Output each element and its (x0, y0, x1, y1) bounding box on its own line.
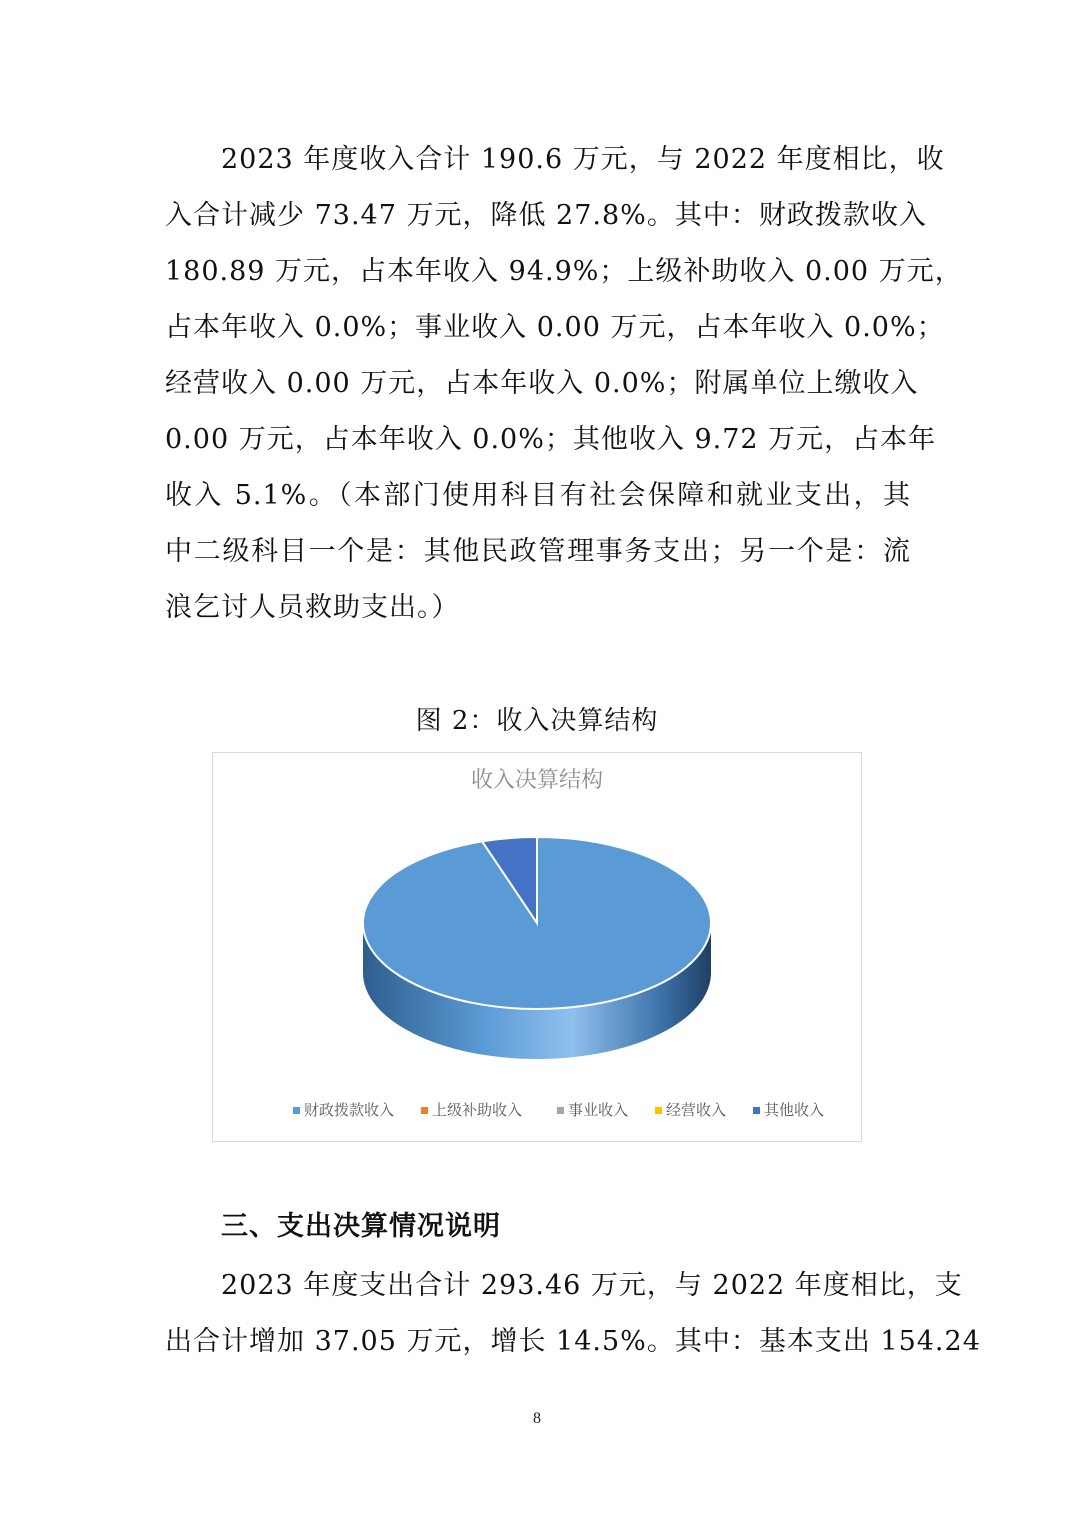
page-number: 8 (533, 1410, 541, 1427)
legend-swatch (655, 1107, 662, 1114)
paragraph-line: 中二级科目一个是：其他民政管理事务支出；另一个是：流 (165, 536, 911, 567)
legend-label: 其他收入 (764, 1101, 825, 1119)
figure-caption: 图 2：收入决算结构 (415, 706, 659, 736)
legend-swatch (421, 1107, 428, 1114)
paragraph-line: 180.89 万元，占本年收入 94.9%；上级补助收入 0.00 万元， (165, 256, 963, 287)
legend-label: 事业收入 (568, 1101, 629, 1119)
legend-swatch (293, 1107, 300, 1114)
legend-swatch (557, 1107, 564, 1114)
paragraph-line: 入合计减少 73.47 万元，降低 27.8%。其中：财政拨款收入 (165, 200, 927, 231)
section-heading: 三、支出决算情况说明 (221, 1211, 501, 1242)
paragraph-line: 收入 5.1%。（本部门使用科目有社会保障和就业支出，其 (165, 480, 911, 511)
pie-group (363, 837, 711, 1059)
paragraph-line: 经营收入 0.00 万元，占本年收入 0.0%；附属单位上缴收入 (165, 368, 919, 399)
paragraph-line: 占本年收入 0.0%；事业收入 0.00 万元，占本年收入 0.0%； (165, 312, 945, 343)
chart-title: 收入决算结构 (470, 768, 604, 793)
legend-label: 经营收入 (666, 1101, 727, 1119)
chart-legend (293, 1101, 824, 1119)
legend-label: 上级补助收入 (432, 1101, 523, 1119)
legend-swatch (753, 1107, 760, 1114)
legend-label: 财政拨款收入 (304, 1101, 395, 1119)
paragraph-line: 2023 年度支出合计 293.46 万元，与 2022 年度相比，支 (221, 1270, 963, 1301)
income-structure-chart (212, 752, 862, 1142)
paragraph-line: 出合计增加 37.05 万元，增长 14.5%。其中：基本支出 154.24 (165, 1326, 981, 1357)
paragraph-line: 浪乞讨人员救助支出。） (165, 592, 460, 623)
paragraph-line: 0.00 万元，占本年收入 0.0%；其他收入 9.72 万元，占本年 (165, 424, 937, 455)
pie-chart-svg (213, 753, 861, 1141)
paragraph-line: 2023 年度收入合计 190.6 万元，与 2022 年度相比，收 (221, 144, 945, 175)
